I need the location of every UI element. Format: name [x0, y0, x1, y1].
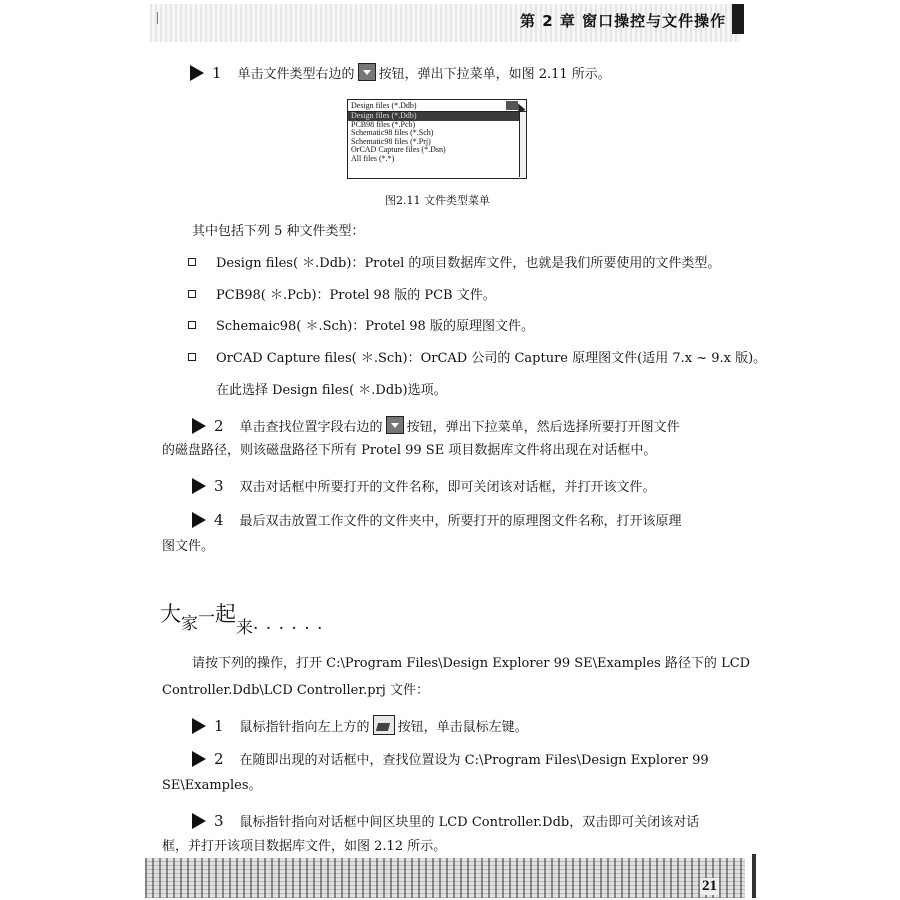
exercise-step-3 — [192, 812, 699, 832]
list-item[interactable]: Schematic98 files (*.Sch) — [351, 128, 434, 137]
checkbox-bullet-icon — [188, 258, 196, 266]
step-number: 2 — [214, 417, 224, 435]
step-text: 按钮，单击鼠标左键。 — [397, 720, 528, 735]
step-text: 鼠标指针指向左上方的 — [239, 720, 370, 735]
dropdown-arrow-icon — [386, 416, 404, 434]
step-1 — [190, 63, 611, 84]
step-number: 1 — [212, 64, 222, 82]
combo-value: Design files (*.Ddb) — [351, 101, 417, 110]
triangle-marker-icon — [192, 751, 206, 767]
list-item: Schemaic98( ＊.Sch)：Protel 98 版的原理图文件。 — [188, 318, 534, 336]
step-2 — [192, 416, 680, 437]
triangle-marker-icon — [190, 65, 204, 81]
step-text: 单击文件类型右边的 — [237, 67, 355, 82]
file-type-list — [348, 112, 526, 163]
figure-caption: 图2.11 文件类型菜单 — [385, 194, 490, 207]
step-text: 单击查找位置字段右边的 — [239, 420, 383, 435]
section-title: 大家一起来. . . . . . — [160, 602, 324, 638]
step-text: 双击对话框中所要打开的文件名称，即可关闭该对话框，并打开该文件。 — [239, 480, 656, 495]
step-number: 4 — [214, 511, 224, 529]
exercise-intro-continued: Controller.Ddb\LCD Controller.prj 文件： — [162, 683, 429, 698]
step-2-continued: 的磁盘路径，则该磁盘路径下所有 Protel 99 SE 项目数据库文件将出现在对话框中。 — [162, 443, 657, 458]
chapter-tab — [732, 4, 744, 34]
list-item: OrCAD Capture files( ＊.Sch)：OrCAD 公司的 Capture 原理图文件(适用 7.x ~ 9.x 版)。 — [188, 350, 766, 368]
step-text: 按钮，弹出下拉菜单，然后选择所要打开图文件 — [406, 420, 680, 435]
checkbox-bullet-icon — [188, 353, 196, 361]
triangle-marker-icon — [192, 813, 206, 829]
list-scrollbar[interactable] — [519, 112, 526, 177]
exercise-intro: 请按下列的操作，打开 C:\Program Files\Design Explorer 99 SE\Examples 路径下的 LCD — [192, 656, 751, 671]
exercise-step-3-continued: 框，并打开该项目数据库文件，如图 2.12 所示。 — [162, 839, 447, 854]
list-item[interactable]: Design files (*.Ddb) — [348, 112, 523, 121]
footer-band — [145, 858, 745, 898]
page-number: 21 — [702, 878, 717, 894]
list-item[interactable]: OrCAD Capture files (*.Dsn) — [351, 145, 446, 154]
step-number: 3 — [214, 477, 224, 495]
step-4 — [192, 511, 682, 531]
step-4-continued: 图文件。 — [162, 539, 215, 554]
list-item: PCB98( ＊.Pcb)：Protel 98 版的 PCB 文件。 — [188, 287, 496, 305]
file-type-dropdown[interactable] — [347, 99, 527, 179]
list-item[interactable]: PCB98 files (*.Pcb) — [351, 119, 416, 129]
step-number: 3 — [214, 812, 224, 830]
list-item: Design files( ＊.Ddb)：Protel 的项目数据库文件，也就是我们所要使用的文件类型。 — [188, 255, 720, 273]
step-3 — [192, 477, 656, 497]
checkbox-bullet-icon — [188, 290, 196, 298]
step-text: 在随即出现的对话框中，查找位置设为 C:\Program Files\Design Explorer 99 — [239, 753, 709, 768]
page-edge-mark — [752, 854, 756, 898]
step-number: 2 — [214, 750, 224, 768]
dropdown-arrow-icon — [358, 63, 376, 81]
choose-note: 在此选择 Design files( ＊.Ddb)选项。 — [216, 383, 447, 398]
exercise-step-1 — [192, 715, 528, 737]
header-mark — [157, 12, 158, 24]
open-folder-icon — [373, 715, 395, 735]
checkbox-bullet-icon — [188, 321, 196, 329]
chapter-title: 第 2 章 窗口操控与文件操作 — [520, 12, 727, 30]
step-text: 按钮，弹出下拉菜单，如图 2.11 所示。 — [378, 67, 611, 82]
exercise-step-2 — [192, 750, 709, 770]
file-type-combo[interactable] — [348, 100, 526, 112]
triangle-marker-icon — [192, 418, 206, 434]
list-item[interactable]: Schematic98 files (*.Prj) — [351, 136, 431, 146]
triangle-marker-icon — [192, 718, 206, 734]
step-text: 最后双击放置工作文件的文件夹中，所要打开的原理图文件名称，打开该原理 — [239, 514, 682, 529]
triangle-marker-icon — [192, 478, 206, 494]
exercise-step-2-continued: SE\Examples。 — [162, 778, 262, 793]
triangle-marker-icon — [192, 512, 206, 528]
list-item[interactable]: All files (*.*) — [351, 153, 395, 163]
types-intro: 其中包括下列 5 种文件类型： — [192, 224, 365, 239]
step-number: 1 — [214, 717, 224, 735]
step-text: 鼠标指针指向对话框中间区块里的 LCD Controller.Ddb，双击即可关闭该对话 — [239, 815, 700, 830]
